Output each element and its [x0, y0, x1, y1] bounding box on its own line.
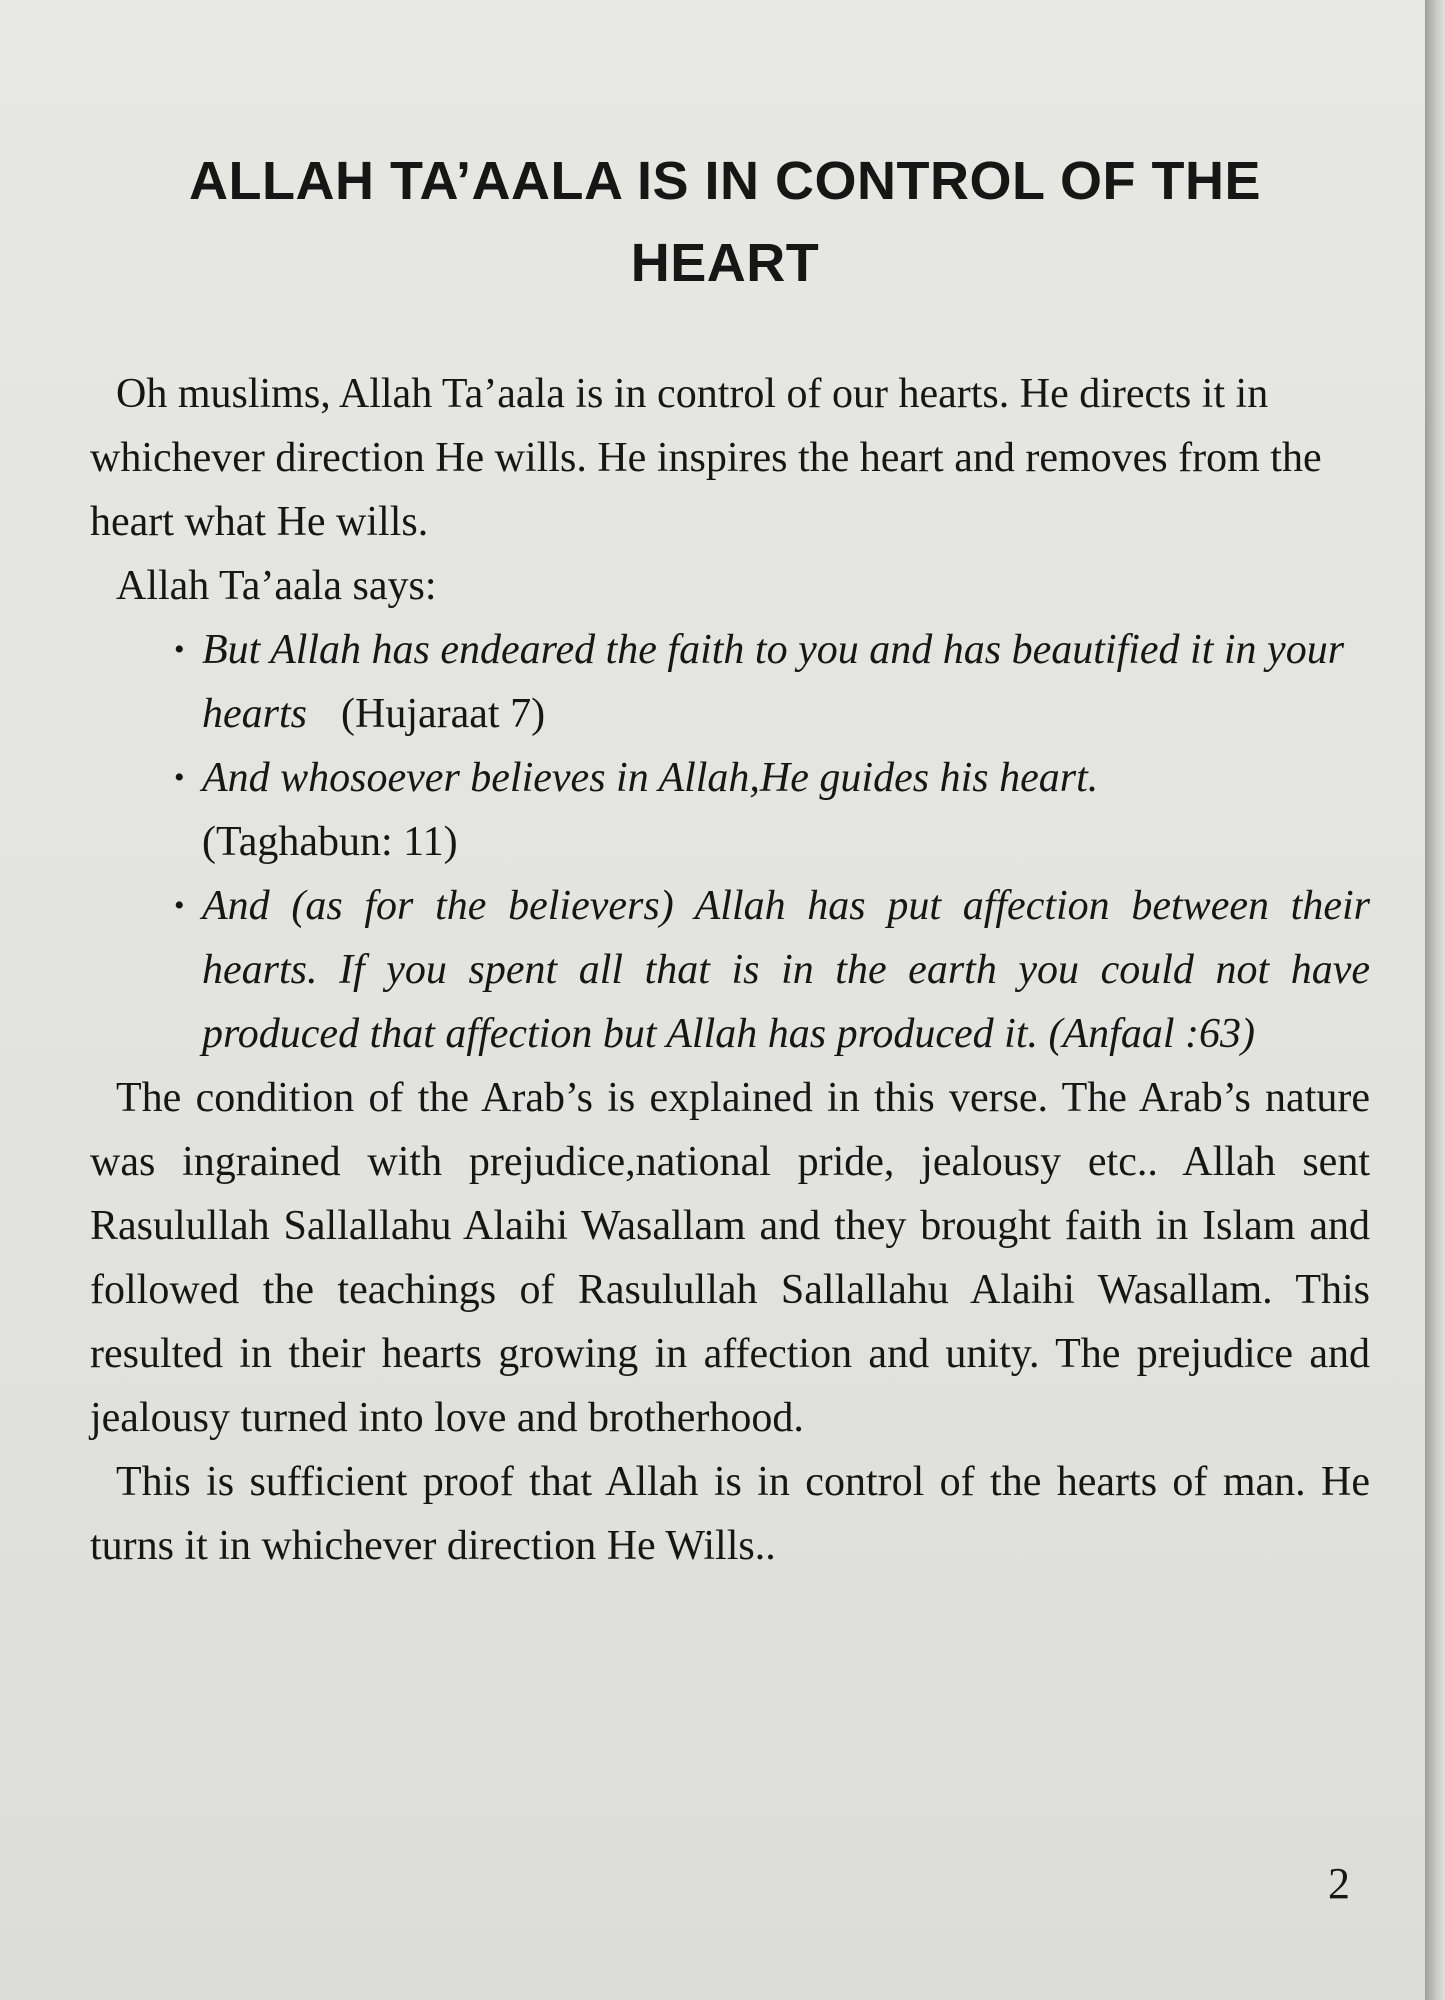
page-body: [90, 362, 1370, 1578]
verse-item: [90, 618, 1370, 746]
page-title: ALLAH TA’AALA IS IN CONTROL OF THE HEART: [189, 151, 1261, 293]
verse-reference: (Taghabun: 11): [202, 819, 458, 865]
page-number: 2: [1328, 1859, 1350, 1908]
bullet-icon: •: [174, 761, 185, 794]
verse-text: But Allah has endeared the faith to you and has beautified it in your hearts: [202, 627, 1345, 737]
verse-item: [90, 874, 1370, 1066]
verse-reference: (Hujaraat 7): [341, 691, 546, 737]
bullet-icon: •: [174, 889, 185, 922]
verse-item: [90, 746, 1370, 874]
intro-paragraph: Oh muslims, Allah Ta’aala is in control of our hearts. He directs it in whichever direction He wills. He inspires the heart and removes from the heart what He wills.: [90, 371, 1322, 545]
verse-text: And (as for the believers) Allah has put affection between their hearts. If you spent all that is in the earth you could not have produced that affection but Allah has produced it. (Anfaal :63): [202, 883, 1370, 1057]
proof-paragraph: This is sufficient proof that Allah is in control of the hearts of man. He turns it in whichever direction He Wills..: [90, 1459, 1370, 1569]
condition-paragraph: The condition of the Arab’s is explained in this verse. The Arab’s nature was ingrained with prejudice,national pride, jealousy etc.. Allah sent Rasulullah Sallallahu Alaihi Wasallam and they brought faith in Islam and followed the teachings of Rasulullah Sallallahu Alaihi Wasallam. This resulted in their hearts growing in affection and unity. The prejudice and jealousy turned into love and brotherhood.: [90, 1075, 1370, 1441]
allah-says-line: Allah Ta’aala says:: [116, 563, 437, 609]
bullet-icon: •: [174, 633, 185, 666]
page-edge: [1425, 0, 1445, 2000]
verse-text: And whosoever believes in Allah,He guides his heart.: [202, 755, 1099, 801]
